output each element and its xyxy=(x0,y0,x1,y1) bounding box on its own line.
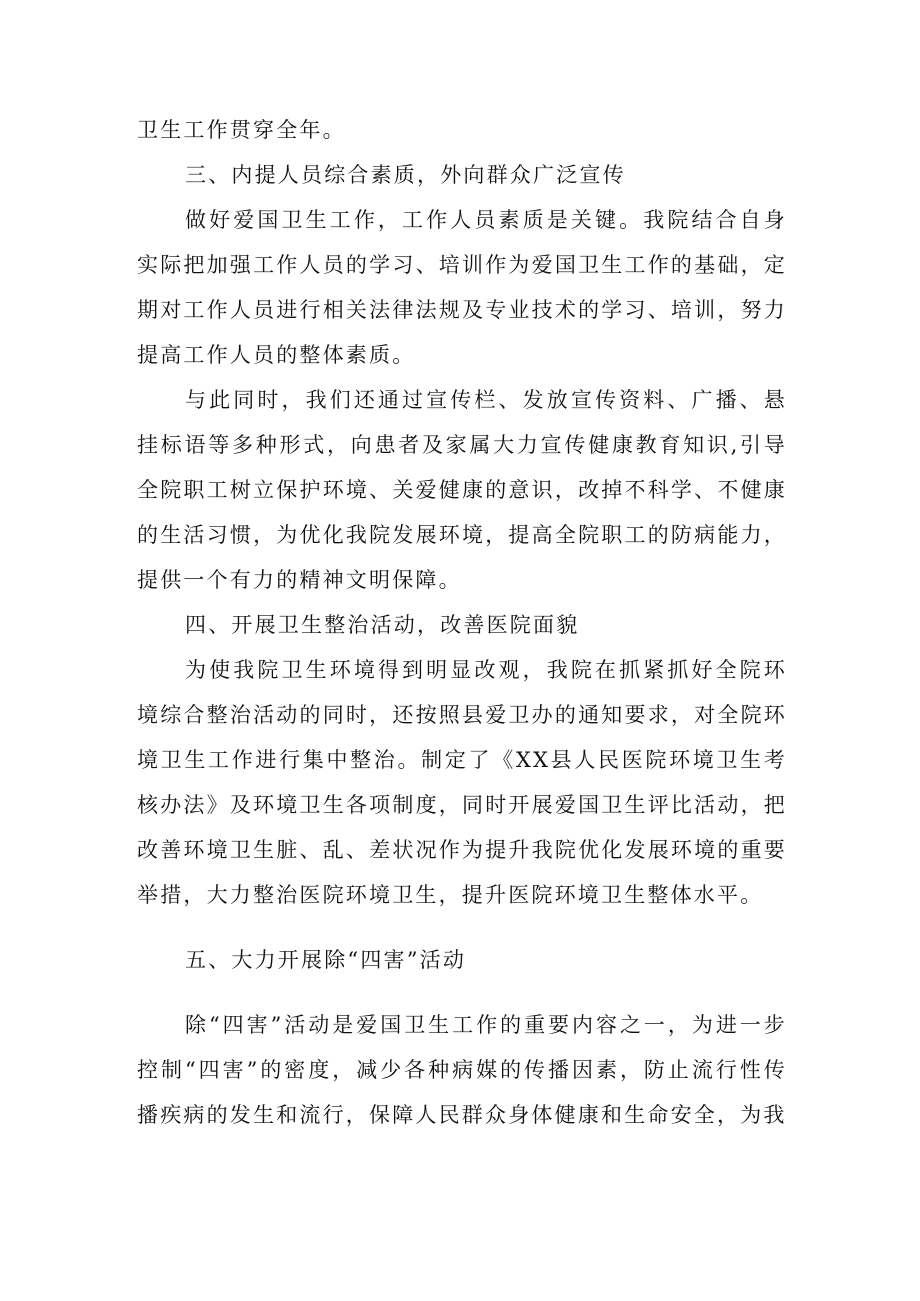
section-heading-4: 四、开展卫生整治活动，改善医院面貌 xyxy=(185,613,580,637)
paragraph-publicity: 与此同时，我们还通过宣传栏、发放宣传资料、广播、悬挂标语等多种形式，向患者及家属大力宣传健康教育知识,引导全院职工树立保护环境、关爱健康的意识，改掉不科学、不健康的生活习惯，为优化我院发展环境，提高全院职工的防病能力，提供一个有力的精神文明保障。 xyxy=(137,388,787,592)
paragraph-staff-quality: 做好爱国卫生工作，工作人员素质是关键。我院结合自身实际把加强工作人员的学习、培训作为爱国卫生工作的基础，定期对工作人员进行相关法律法规及专业技术的学习、培训，努力提高工作人员的整体素质。 xyxy=(137,208,787,367)
paragraph-four-pests: 除“四害”活动是爱国卫生工作的重要内容之一，为进一步控制“四害”的密度，减少各种病媒的传播因素，防止流行性传播疾病的发生和流行，保障人民群众身体健康和生命安全，为我 xyxy=(137,1013,787,1127)
document-body xyxy=(137,108,787,1138)
paragraph-continuation: 卫生工作贯穿全年。 xyxy=(137,118,346,142)
paragraph-environment: 为使我院卫生环境得到明显改观，我院在抓紧抓好全院环境综合整治活动的同时，还按照县爱卫办的通知要求，对全院环境卫生工作进行集中整治。制定了《XX县人民医院环境卫生考核办法》及环境卫生各项制度，同时开展爱国卫生评比活动，把改善环境卫生脏、乱、差状况作为提升我院优化发展环境的重要举措，大力整治医院环境卫生，提升医院环境卫生整体水平。 xyxy=(137,658,787,907)
section-heading-3: 三、内提人员综合素质，外向群众广泛宣传 xyxy=(185,163,626,187)
section-heading-5: 五、大力开展除“四害”活动 xyxy=(185,948,467,972)
